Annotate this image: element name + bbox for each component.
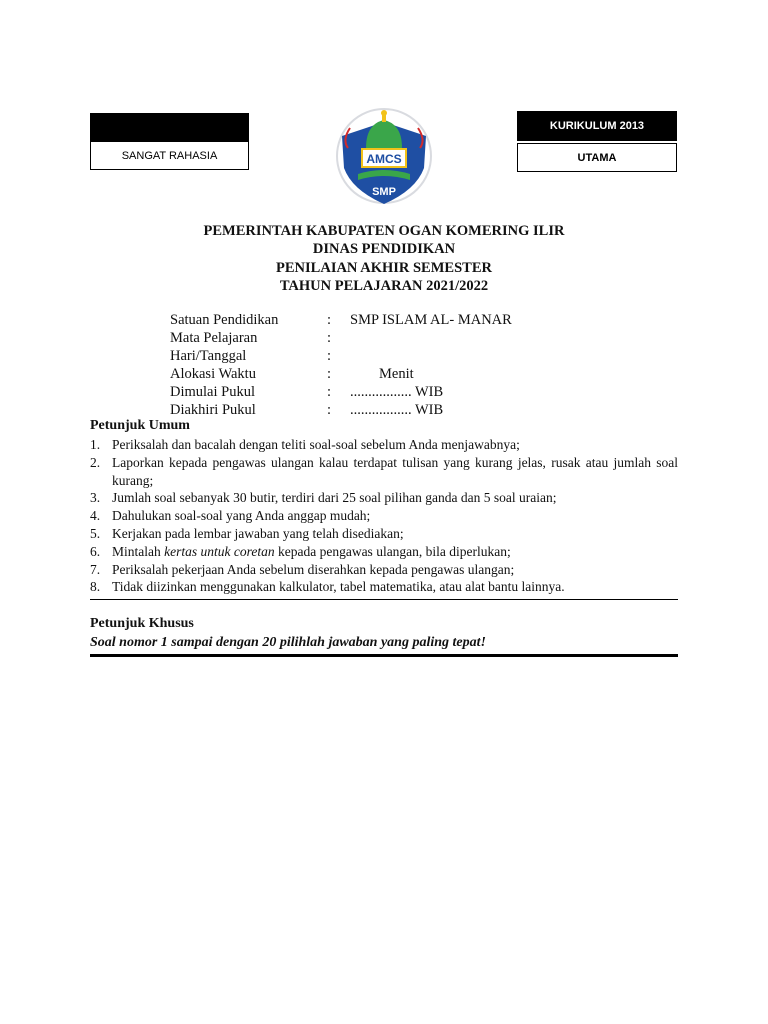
header-black-bar (90, 113, 249, 141)
item-number: 1. (90, 437, 101, 452)
heading-academic-year: TAHUN PELAJARAN 2021/2022 (279, 278, 489, 294)
info-colon: : (327, 330, 332, 346)
list-item (90, 507, 678, 525)
info-label: Dimulai Pukul (170, 384, 255, 400)
logo-level: SMP (372, 186, 396, 198)
item-number: 3. (90, 490, 101, 506)
item-text: Dahulukan soal-soal yang Anda anggap mudah; (112, 508, 371, 524)
logo-abbr: AMCS (366, 152, 402, 166)
list-item (90, 454, 678, 490)
info-label: Diakhiri Pukul (170, 402, 256, 418)
general-instructions-title: Petunjuk Umum (90, 418, 190, 433)
list-item (90, 525, 678, 543)
item-number: 4. (90, 508, 101, 524)
info-label: Alokasi Waktu (170, 366, 256, 382)
info-label: Satuan Pendidikan (170, 312, 279, 328)
item-text: Tidak diizinkan menggunakan kalkulator, tabel matematika, atau alat bantu lainnya. (112, 579, 565, 595)
dome-shape (366, 120, 402, 148)
list-item (90, 561, 678, 579)
info-value: ................. WIB (350, 384, 444, 400)
classification-box: SANGAT RAHASIA (90, 141, 249, 170)
item-text-post: kepada pengawas ulangan, bila diperlukan; (274, 543, 511, 559)
info-label: Hari/Tanggal (170, 348, 247, 364)
school-logo (328, 108, 440, 210)
heading-government: PEMERINTAH KABUPATEN OGAN KOMERING ILIR (203, 223, 565, 239)
item-text-pre: Mintalah (112, 543, 165, 559)
list-item (90, 543, 678, 561)
divider-thick (90, 654, 678, 657)
info-colon: : (327, 348, 332, 364)
item-text: Kerjakan pada lembar jawaban yang telah disediakan; (112, 525, 404, 541)
divider (90, 599, 678, 600)
item-text: Periksalah pekerjaan Anda sebelum diserahkan kepada pengawas ulangan; (112, 561, 515, 577)
info-colon: : (327, 402, 332, 418)
info-colon: : (327, 366, 332, 382)
specific-instructions-text: Soal nomor 1 sampai dengan 20 pilihlah jawaban yang paling tepat! (90, 635, 486, 650)
info-colon: : (327, 312, 332, 328)
info-value: Menit (350, 366, 414, 382)
info-value: ................. WIB (350, 402, 444, 418)
package-box: UTAMA (517, 143, 677, 172)
item-text-italic: kertas untuk coretan (164, 543, 275, 559)
general-instructions-list (90, 436, 678, 596)
item-text (112, 543, 678, 561)
heading-assessment: PENILAIAN AKHIR SEMESTER (276, 260, 492, 276)
heading-department: DINAS PENDIDIKAN (312, 241, 456, 257)
item-number: 8. (90, 579, 101, 595)
item-number: 5. (90, 525, 101, 541)
item-number: 2. (90, 454, 101, 470)
list-item (90, 489, 678, 507)
item-text: Periksalah dan bacalah dengan teliti soal-soal sebelum Anda menjawabnya; (112, 437, 520, 452)
item-number: 7. (90, 561, 101, 577)
info-colon: : (327, 384, 332, 400)
info-label: Mata Pelajaran (170, 330, 258, 346)
item-number: 6. (90, 543, 101, 559)
item-text: Laporkan kepada pengawas ulangan kalau terdapat tulisan yang kurang jelas, rusak atau jumlah soal kurang; (112, 454, 678, 488)
list-item (90, 436, 678, 454)
item-text: Jumlah soal sebanyak 30 butir, terdiri dari 25 soal pilihan ganda dan 5 soal uraian; (112, 490, 557, 506)
specific-instructions-title: Petunjuk Khusus (90, 616, 194, 631)
curriculum-box: KURIKULUM 2013 (517, 111, 677, 141)
list-item (90, 578, 678, 596)
info-value: SMP ISLAM AL- MANAR (350, 312, 512, 328)
